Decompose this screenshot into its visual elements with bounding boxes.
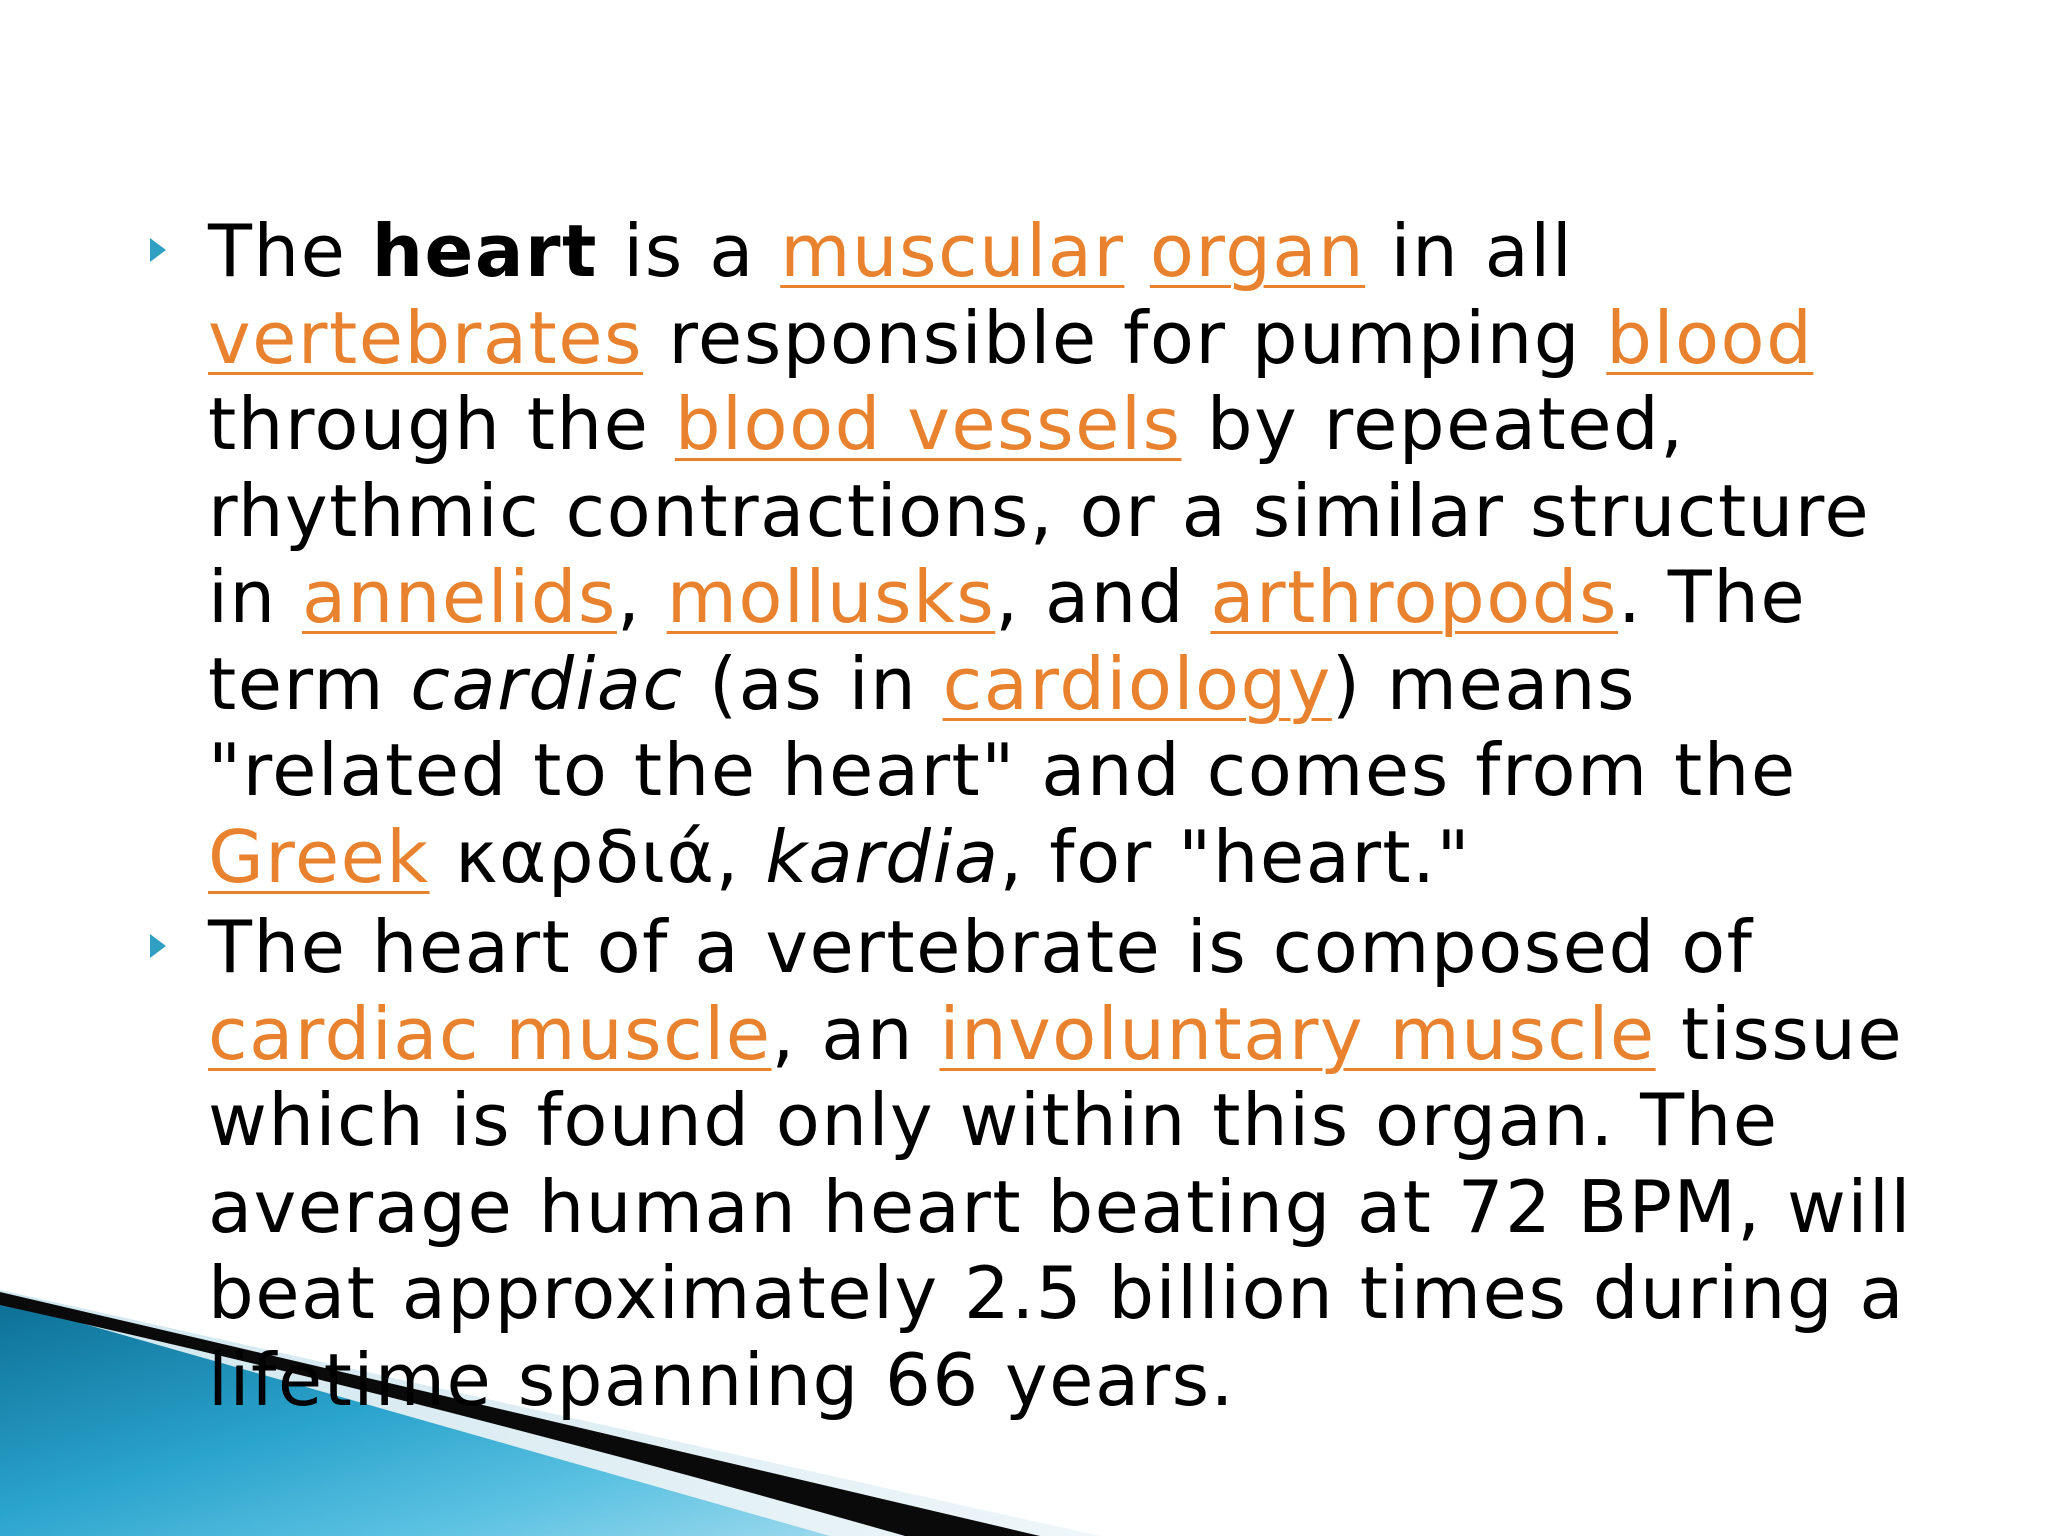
bold-term: heart <box>371 209 598 293</box>
text-run: is a <box>597 209 781 293</box>
text-run: The heart of a vertebrate is composed of <box>208 905 1754 989</box>
link-annelids[interactable]: annelids <box>302 555 617 639</box>
text-run: , for "heart." <box>999 814 1472 899</box>
link-arthropods[interactable]: arthropods <box>1210 555 1619 639</box>
text-run: The <box>208 209 372 293</box>
text-run <box>1124 209 1149 293</box>
text-run: . The term <box>208 555 1807 726</box>
link-cardiology[interactable]: cardiology <box>942 641 1332 726</box>
bullet-item <box>150 904 1950 1423</box>
triangle-bullet-icon <box>150 934 166 958</box>
link-blood-vessels[interactable]: blood vessels <box>674 382 1182 466</box>
text-run: through the <box>208 382 675 466</box>
text-run: ) means "related to the heart" and comes from the <box>208 641 1797 812</box>
link-muscular[interactable]: muscular <box>780 209 1125 293</box>
text-run: , an <box>771 991 940 1076</box>
link-organ[interactable]: organ <box>1149 209 1366 293</box>
triangle-bullet-icon <box>150 238 166 262</box>
text-run: , and <box>995 555 1211 639</box>
link-blood[interactable]: blood <box>1606 295 1814 380</box>
bullet-list <box>150 208 1950 1423</box>
text-run: (as in <box>683 641 943 726</box>
link-greek[interactable]: Greek <box>208 814 430 899</box>
text-run: , <box>616 555 667 639</box>
slide-body <box>150 208 1950 1427</box>
bullet-item <box>150 208 1950 900</box>
link-vertebrates[interactable]: vertebrates <box>208 295 643 380</box>
link-mollusks[interactable]: mollusks <box>666 555 996 639</box>
text-run: tissue which is found only within this organ. The average human heart beating at 72 BPM, will beat approximately 2.5 billion times during a lifetime spanning 66 years. <box>208 991 1912 1422</box>
link-cardiac-muscle[interactable]: cardiac muscle <box>208 991 772 1076</box>
italic-term: kardia <box>765 814 1000 899</box>
text-run: by repeated, rhythmic contractions, or a similar structure in <box>208 382 1871 639</box>
italic-term: cardiac <box>410 641 684 726</box>
text-run: καρδιά, <box>429 814 766 899</box>
text-run: in all <box>1365 209 1574 293</box>
link-involuntary-muscle[interactable]: involuntary muscle <box>939 991 1656 1076</box>
text-run: responsible for pumping <box>643 295 1607 380</box>
